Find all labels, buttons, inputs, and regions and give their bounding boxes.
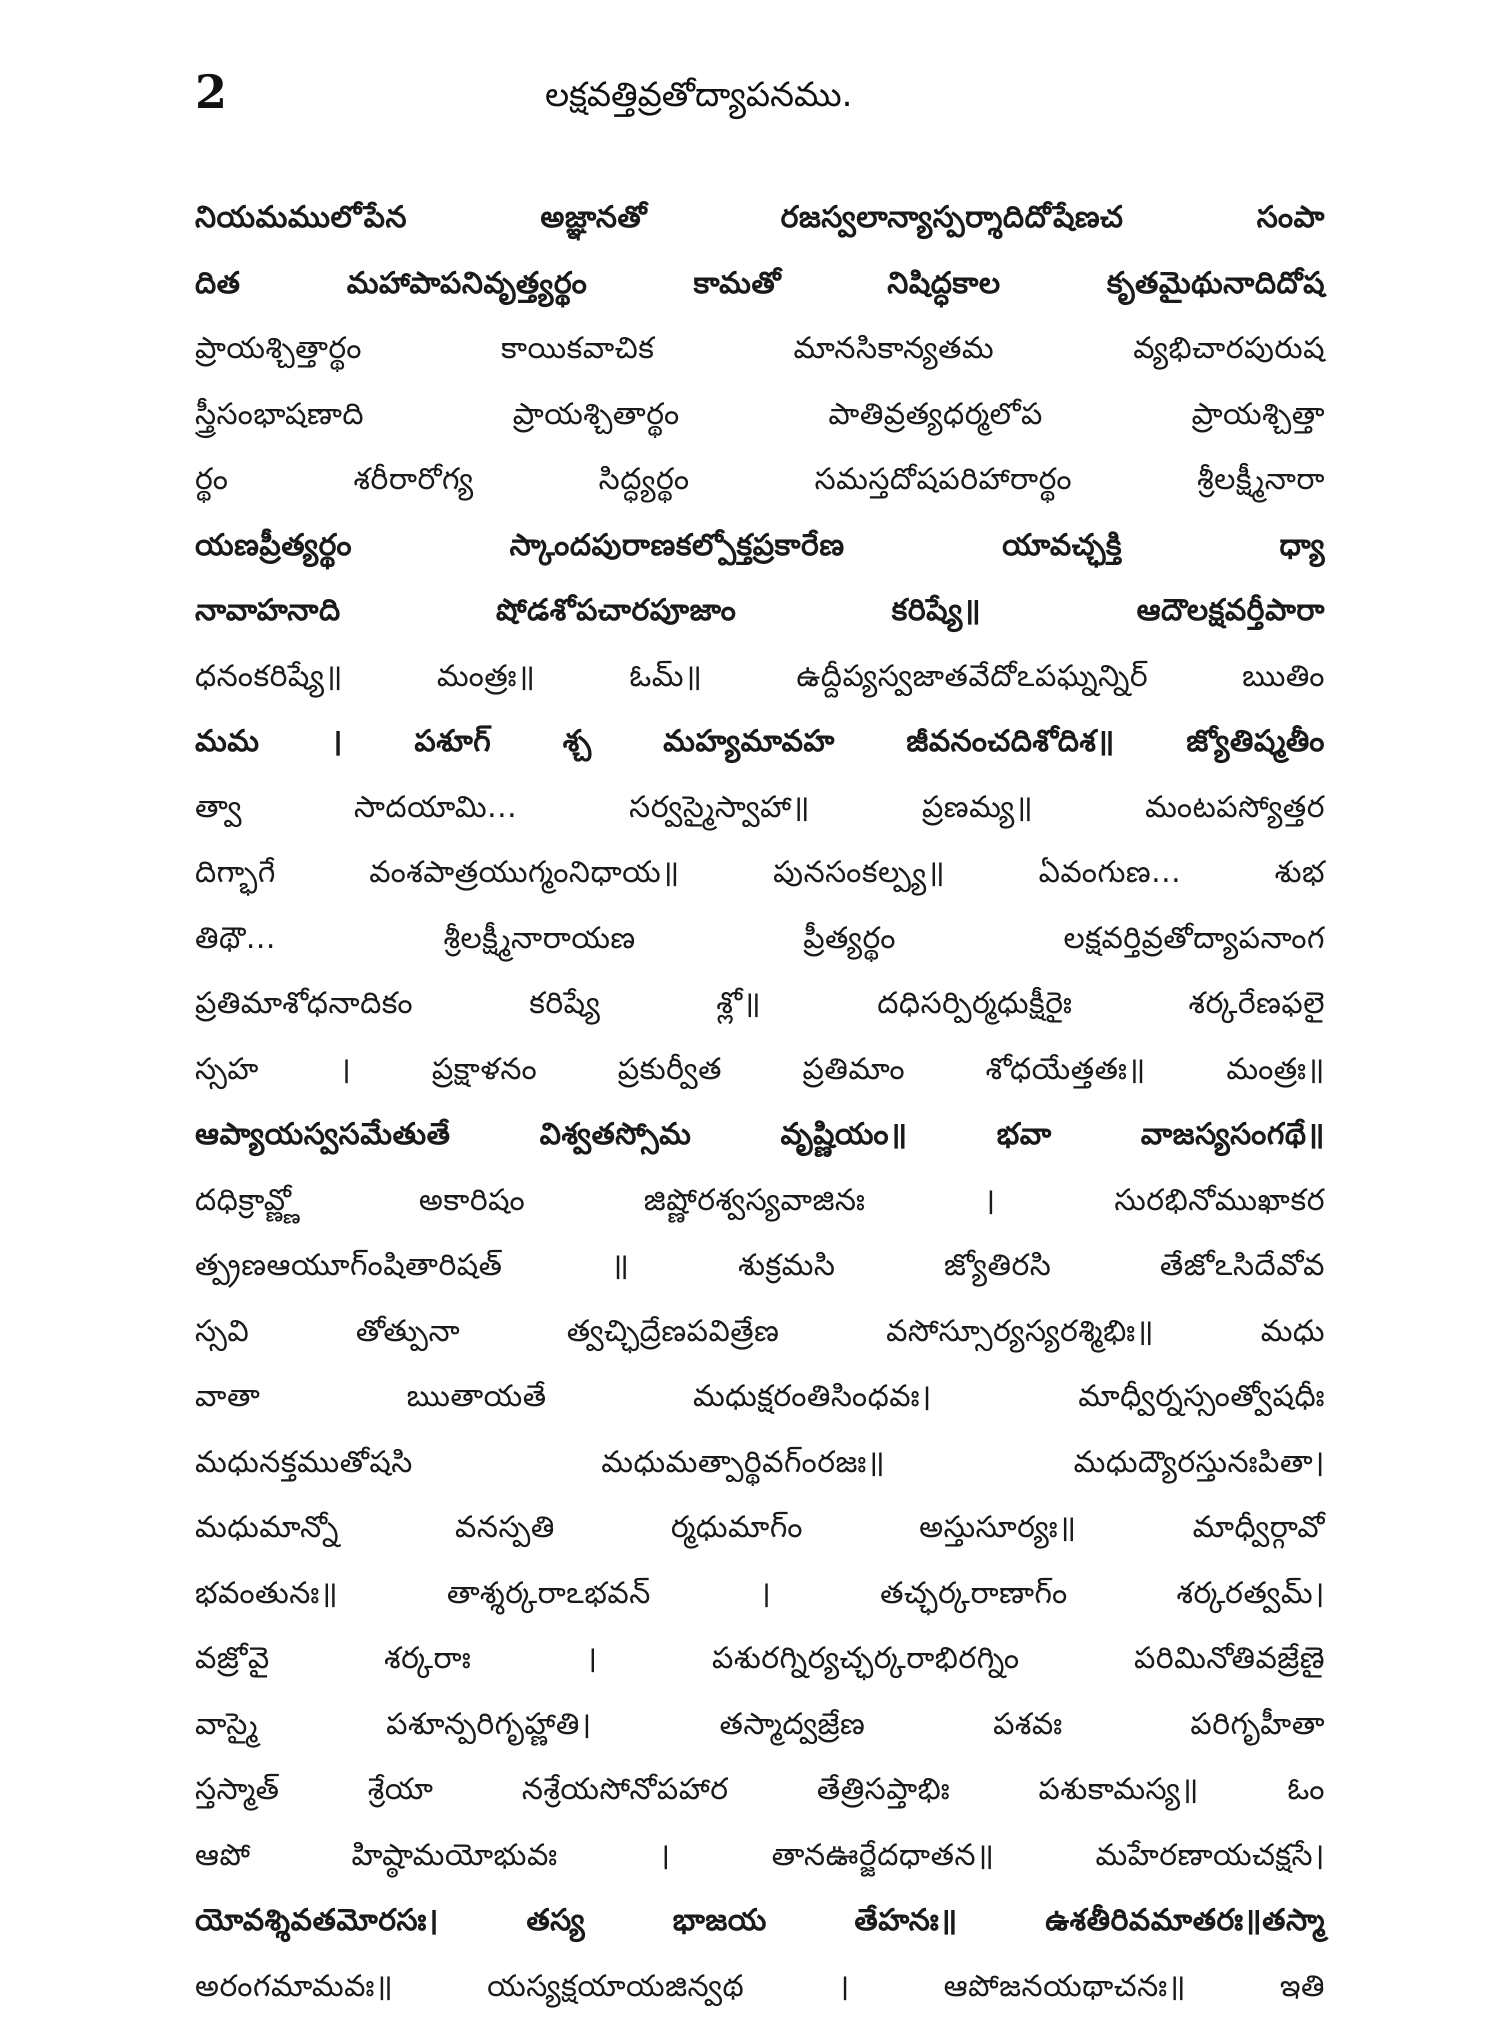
text-line: స్త్రీసంభాషణాది ప్రాయశ్చితార్థం పాతివ్రత్యధర్మలోప ప్రాయశ్చిత్తా [195,382,1325,448]
text-line: వాతా ఋతాయతే మధుక్షరంతిసింధవః। మాధ్వీర్నస్సంత్వోషధీః [195,1364,1325,1430]
text-line: ఆప్యాయస్వసమేతుతే విశ్వతస్సోమ వృష్ణియం॥ భవా వాజస్యసంగథే॥ [195,1102,1325,1168]
text-line: స్సహ । ప్రక్షాళనం ప్రకుర్వీత ప్రతిమాం శోధయేత్తతః॥ మంత్రః॥ [195,1037,1325,1103]
page-header [195,62,1325,132]
page-number: 2 [195,62,227,122]
text-line: వాస్మై పశూన్పరిగృహ్ణాతి। తస్మాద్వజ్రేణ పశవః పరిగృహీతా [195,1692,1325,1758]
body-text [195,185,1325,1955]
text-line: దధిక్రావ్ణ్ణో అకారిషం జిష్ణోరశ్వస్యవాజినః । సురభినోముఖాకర [195,1168,1325,1234]
text-line: నియమములోపేన అజ్ఞానతో రజస్వలాన్యాస్పర్శాదిదోషేణచ సంపా [195,185,1325,251]
text-line: ప్రతిమాశోధనాదికం కరిష్యే శ్లో॥ దధిసర్పిర్మధుక్షీరైః శర్కరేణఫలై [195,971,1325,1037]
text-line: తిథౌ... శ్రీలక్ష్మీనారాయణ ప్రీత్యర్థం లక్షవర్తివ్రతోద్యాపనాంగ [195,906,1325,972]
text-line: యణప్రీత్యర్థం స్కాందపురాణకల్పోక్తప్రకారేణ యావచ్ఛక్తి ధ్యా [195,513,1325,579]
text-line: స్సవి తోత్పునా త్వచ్ఛిద్రేణపవిత్రేణ వసోస్సూర్యస్యరశ్మిభిః॥ మధు [195,1299,1325,1365]
text-line: అరంగమామవః॥ యస్యక్షయాయజిన్వథ । ఆపోజనయథాచనః॥ ఇతి [195,1954,1325,2019]
text-line: నావాహనాది షోడశోపచారపూజాం కరిష్యే॥ ఆదౌలక్షవర్తీపారా [195,578,1325,644]
text-line: ఆపో హిష్ఠామయోభువః । తానఊర్జేదధాతన॥ మహేరణాయచక్షసే। [195,1823,1325,1889]
text-line: త్వా సాదయామి... సర్వస్మైస్వాహా॥ ప్రణమ్య॥ మంటపస్యోత్తర [195,775,1325,841]
text-line: ప్రాయశ్చిత్తార్థం కాయికవాచిక మానసికాన్యతమ వ్యభిచారపురుష [195,316,1325,382]
text-line: త్ప్రణఆయూగ్ంషితారిషత్ ॥ శుక్రమసి జ్యోతిరసి తేజోఽసిదేవోవ [195,1233,1325,1299]
text-line: మధుమాన్నో వనస్పతి ర్మధుమాగ్ం అస్తుసూర్యః॥ మాధ్వీర్గావో [195,1495,1325,1561]
text-line: ధనంకరిష్యే॥ మంత్రః॥ ఓమ్॥ ఉద్దీప్యస్వజాతవేదోఽపఘ్నన్నిర్ ఋతిం [195,644,1325,710]
text-line: యోవశ్శివతమోరసః। తస్య భాజయ తేహనః॥ ఉశతీరివమాతరః॥తస్మా [195,1888,1325,1954]
text-line: దిగ్భాగే వంశపాత్రయుగ్మంనిధాయ॥ పునసంకల్ప్య॥ ఏవంగుణ... శుభ [195,840,1325,906]
text-line: భవంతునః॥ తాశ్శర్కరాఽభవన్ । తచ్ఛర్కరాణాగ్ం శర్కరత్వమ్। [195,1561,1325,1627]
text-line: మధునక్తముతోషసి మధుమత్పార్థివగ్ంరజః॥ మధుద్యౌరస్తునఃపితా। [195,1430,1325,1496]
text-line: స్తస్మాత్ శ్రేయా నశ్రేయసోనోపహార తేత్రిసప్తాభిః పశుకామస్య॥ ఓం [195,1757,1325,1823]
text-line: ర్థం శరీరారోగ్య సిద్ధ్యర్థం సమస్తదోషపరిహారార్థం శ్రీలక్ష్మీనారా [195,447,1325,513]
text-line: వజ్రోవై శర్కరాః । పశురగ్నిర్యచ్ఛర్కరాభిరగ్నిం పరిమినోతివజ్రేణై [195,1626,1325,1692]
text-line: దిత మహాపాపనివృత్త్యర్థం కామతో నిషిద్ధకాల కృతమైథునాదిదోష [195,251,1325,317]
running-title: లక్షవత్తివ్రతోద్యాపనము. [545,68,853,122]
text-line: మమ । పశూగ్ శ్చ మహ్యమావహ జీవనంచదిశోదిశ॥ జ్యోతిష్మతీం [195,709,1325,775]
